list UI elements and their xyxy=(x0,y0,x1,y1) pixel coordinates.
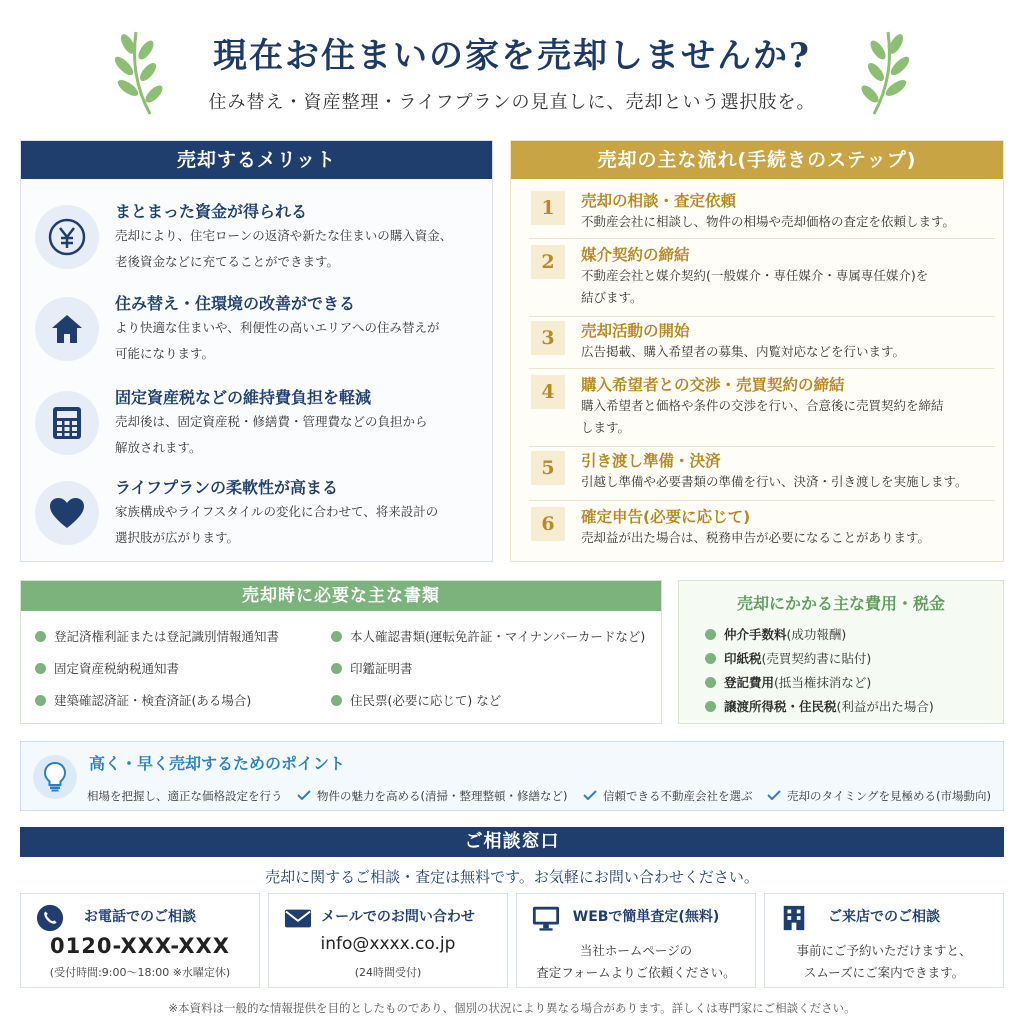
store-card-title: ご来店でのご相談 xyxy=(828,909,940,925)
step-number: 4 xyxy=(531,375,565,409)
merit-item xyxy=(35,199,475,285)
step-number: 2 xyxy=(531,245,565,279)
check-icon xyxy=(583,790,597,800)
mail-note: (24時間受付) xyxy=(354,966,422,979)
step-desc-line: します。 xyxy=(581,420,631,435)
phone-number[interactable]: 0120-XXX-XXX xyxy=(50,934,230,958)
bullet-dot-icon xyxy=(331,631,342,642)
bullet-dot-icon xyxy=(705,701,716,712)
bullet-dot-icon xyxy=(331,663,342,674)
point-label: 売却のタイミングを見極める(市場動向) xyxy=(787,789,992,803)
cost-name: 仲介手数料 xyxy=(724,627,787,642)
merit-item xyxy=(35,291,475,377)
step-item xyxy=(529,189,995,239)
bullet-dot-icon xyxy=(705,653,716,664)
merit-title: 住み替え・住環境の改善ができる xyxy=(115,294,356,313)
step-description xyxy=(581,527,993,549)
calculator-icon xyxy=(35,391,99,455)
document-label: 登記済権利証または登記識別情報通知書 xyxy=(54,629,280,644)
bullet-dot-icon xyxy=(705,677,716,688)
store-card-line: 事前にご予約いただけますと、 xyxy=(796,943,972,958)
merit-desc-line: 解放されます。 xyxy=(115,440,202,455)
document-label: 建築確認済証・検査済証(ある場合) xyxy=(54,693,252,708)
step-item xyxy=(529,319,995,369)
step-item xyxy=(529,505,995,555)
house-icon xyxy=(35,297,99,361)
cost-item xyxy=(705,673,871,691)
merit-description xyxy=(115,499,475,551)
step-title: 売却の相談・査定依頼 xyxy=(581,192,737,210)
phone-card-title: お電話でのご相談 xyxy=(84,909,196,925)
step-item xyxy=(529,243,995,317)
merits-panel xyxy=(20,140,493,562)
bullet-dot-icon xyxy=(35,695,46,706)
document-item xyxy=(331,659,413,677)
document-item xyxy=(331,691,501,709)
point-label: 物件の魅力を高める(清掃・整理整頓・修繕など) xyxy=(317,789,568,803)
cost-note: (利益が出た場合) xyxy=(836,699,934,714)
step-description xyxy=(581,211,993,233)
step-description xyxy=(581,471,993,493)
cost-note: (成功報酬) xyxy=(786,627,847,642)
step-title: 媒介契約の締結 xyxy=(581,246,690,264)
document-label: 印鑑証明書 xyxy=(350,661,413,676)
cost-name: 登記費用 xyxy=(724,675,775,690)
step-number: 6 xyxy=(531,507,565,541)
cost-item xyxy=(705,649,871,667)
merit-description xyxy=(115,315,475,367)
document-label: 固定資産税納税通知書 xyxy=(54,661,180,676)
cost-note: (売買契約書に貼付) xyxy=(761,651,872,666)
web-card-title: WEBで簡単査定(無料) xyxy=(572,909,720,925)
cost-note: (抵当権抹消など) xyxy=(774,675,872,690)
bullet-dot-icon xyxy=(35,631,46,642)
page-title: 現在お住まいの家を売却しませんか? xyxy=(213,36,811,76)
merit-title: まとまった資金が得られる xyxy=(115,202,308,221)
contact-lead: 売却に関するご相談・査定は無料です。お気軽にお問い合わせください。 xyxy=(265,868,759,886)
step-description xyxy=(581,395,993,439)
point-label: 信頼できる不動産会社を選ぶ xyxy=(603,789,753,803)
check-icon xyxy=(297,790,311,800)
documents-heading: 売却時に必要な主な書類 xyxy=(21,581,661,611)
step-desc-line: 結びます。 xyxy=(581,290,643,305)
step-number: 1 xyxy=(531,191,565,225)
costs-panel xyxy=(678,580,1004,724)
points-heading: 高く・早く売却するためのポイント xyxy=(89,754,346,773)
step-desc-line: 不動産会社と媒介契約(一般媒介・専任媒介・専属専任媒介)を xyxy=(581,268,929,283)
document-item xyxy=(331,627,645,645)
merit-desc-line: 可能になります。 xyxy=(115,346,215,361)
store-card-text xyxy=(765,940,1003,984)
merit-desc-line: 老後資金などに充てることができます。 xyxy=(115,254,340,269)
check-icon xyxy=(767,790,781,800)
merit-title: 固定資産税などの維持費負担を軽減 xyxy=(115,388,372,407)
web-card-line: 当社ホームページの xyxy=(579,943,693,958)
phone-hours: (受付時間:9:00〜18:00 ※水曜定休) xyxy=(49,966,231,979)
step-desc-line: 購入希望者と価格や条件の交渉を行い、合意後に売買契約を締結 xyxy=(581,398,944,413)
step-desc-line: 引越し準備や必要書類の準備を行い、決済・引き渡しを実施します。 xyxy=(581,474,968,489)
merit-description xyxy=(115,223,475,275)
merit-desc-line: 売却後は、固定資産税・修繕費・管理費などの負担から xyxy=(115,414,428,429)
document-label: 住民票(必要に応じて) など xyxy=(350,693,502,708)
bullet-dot-icon xyxy=(331,695,342,706)
cost-item xyxy=(705,697,934,715)
costs-heading: 売却にかかる主な費用・税金 xyxy=(736,594,945,613)
step-title: 引き渡し準備・決済 xyxy=(581,452,721,470)
merit-desc-line: 家族構成やライフスタイルの変化に合わせて、将来設計の xyxy=(115,504,439,519)
cost-name: 譲渡所得税・住民税 xyxy=(724,699,837,714)
merit-item xyxy=(35,385,475,471)
step-title: 売却活動の開始 xyxy=(581,322,690,340)
documents-panel xyxy=(20,580,662,724)
merit-description xyxy=(115,409,475,461)
mail-address[interactable]: info@xxxx.co.jp xyxy=(320,934,456,954)
point-item xyxy=(583,788,753,804)
document-item xyxy=(35,659,179,677)
web-card-line: 査定フォームよりご依頼ください。 xyxy=(536,965,736,980)
step-description xyxy=(581,341,993,363)
point-label: 相場を把握し、適正な価格設定を行う xyxy=(87,789,283,803)
merit-item xyxy=(35,475,475,561)
merit-desc-line: 選択肢が広がります。 xyxy=(115,530,240,545)
point-item xyxy=(87,788,283,804)
step-desc-line: 広告掲載、購入希望者の募集、内覧対応などを行います。 xyxy=(581,344,906,359)
merit-desc-line: より快適な住まいや、利便性の高いエリアへの住み替えが xyxy=(115,320,440,335)
cost-item xyxy=(705,625,846,643)
yen-icon xyxy=(35,205,99,269)
merit-title: ライフプランの柔軟性が高まる xyxy=(115,478,339,497)
footnote: ※本資料は一般的な情報提供を目的としたものであり、個別の状況により異なる場合があります。詳しくは専門家にご相談ください。 xyxy=(168,1001,856,1015)
step-item xyxy=(529,373,995,447)
store-card[interactable] xyxy=(764,893,1004,988)
mail-card-title: メールでのお問い合わせ xyxy=(321,909,475,925)
bullet-dot-icon xyxy=(705,629,716,640)
step-desc-line: 不動産会社に相談し、物件の相場や売却価格の査定を依頼します。 xyxy=(581,214,956,229)
web-card[interactable] xyxy=(516,893,756,988)
mail-card[interactable] xyxy=(268,893,508,988)
step-desc-line: 売却益が出た場合は、税務申告が必要になることがあります。 xyxy=(581,530,931,545)
bullet-dot-icon xyxy=(35,663,46,674)
merits-heading: 売却するメリット xyxy=(21,141,492,179)
web-card-text xyxy=(517,940,755,984)
laurel-right-icon xyxy=(858,28,918,118)
contact-heading: ご相談窓口 xyxy=(20,827,1004,857)
lightbulb-icon xyxy=(33,755,77,799)
document-item xyxy=(35,627,279,645)
points-panel xyxy=(20,741,1004,811)
step-number: 3 xyxy=(531,321,565,355)
document-label: 本人確認書類(運転免許証・マイナンバーカードなど) xyxy=(350,629,646,644)
cost-name: 印紙税 xyxy=(724,651,762,666)
page-header xyxy=(0,0,1024,130)
step-number: 5 xyxy=(531,451,565,485)
step-title: 確定申告(必要に応じて) xyxy=(581,508,751,526)
flow-panel xyxy=(510,140,1004,562)
point-item xyxy=(297,788,567,804)
document-item xyxy=(35,691,251,709)
heart-icon xyxy=(35,481,99,545)
phone-card[interactable] xyxy=(20,893,260,988)
step-description xyxy=(581,265,993,309)
page-subtitle: 住み替え・資産整理・ライフプランの見直しに、売却という選択肢を。 xyxy=(208,92,816,113)
flow-heading: 売却の主な流れ(手続きのステップ) xyxy=(511,141,1003,179)
point-item xyxy=(767,788,991,804)
store-card-line: スムーズにご案内できます。 xyxy=(803,965,965,980)
step-item xyxy=(529,449,995,501)
step-title: 購入希望者との交渉・売買契約の締結 xyxy=(581,376,845,394)
merit-desc-line: 売却により、住宅ローンの返済や新たな住まいの購入資金、 xyxy=(115,228,453,243)
